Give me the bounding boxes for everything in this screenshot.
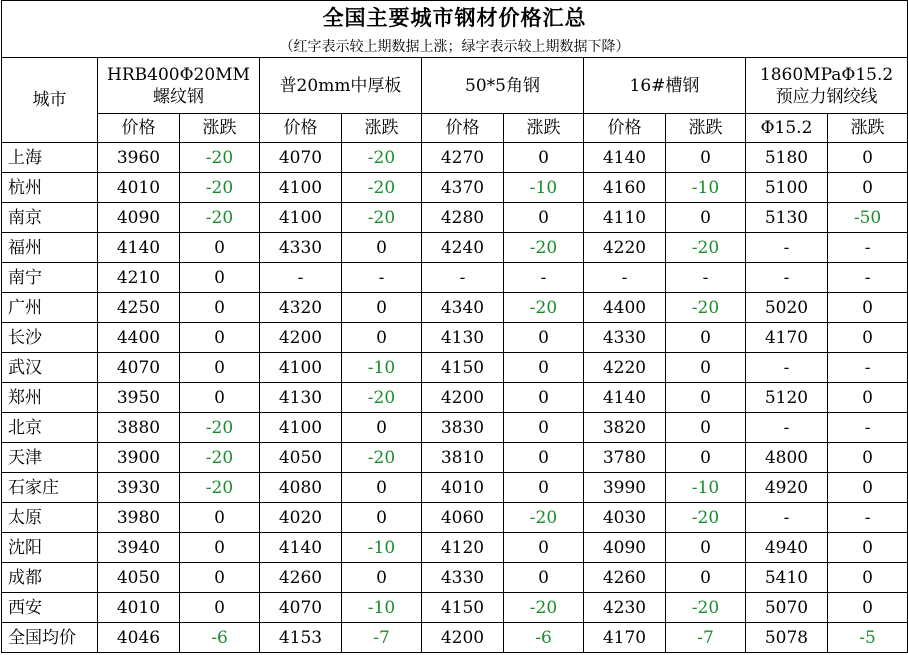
price-cell: 4260 [584,563,666,593]
price-cell: 4260 [260,563,342,593]
price-cell: 4100 [260,203,342,233]
table-row [2,383,908,413]
change-cell: - [828,233,908,263]
price-cell: 4200 [260,323,342,353]
price-cell: 4153 [260,623,342,653]
change-cell: 0 [828,293,908,323]
price-cell: 4150 [422,353,504,383]
change-cell: 0 [666,203,746,233]
price-cell: 3830 [422,413,504,443]
change-cell: -20 [504,293,584,323]
price-cell: 4940 [746,533,828,563]
change-cell: -20 [342,383,422,413]
change-cell: -20 [180,173,260,203]
header-price: 价格 [98,114,180,143]
change-cell: - [666,263,746,293]
change-cell: 0 [342,323,422,353]
header-group-rebar [98,58,260,114]
change-cell: -6 [180,623,260,653]
price-cell: 4400 [98,323,180,353]
price-cell: 5020 [746,293,828,323]
price-cell: 4170 [746,323,828,353]
price-cell: 4090 [98,203,180,233]
change-cell: 0 [504,383,584,413]
price-cell: 4010 [422,473,504,503]
price-cell: 4130 [260,383,342,413]
table-row [2,623,908,653]
price-cell: - [422,263,504,293]
change-cell: - [828,413,908,443]
price-cell: 4330 [260,233,342,263]
price-cell: 3980 [98,503,180,533]
price-cell: 4050 [98,563,180,593]
price-cell: 4120 [422,533,504,563]
price-cell: 4200 [422,623,504,653]
change-cell: 0 [504,203,584,233]
change-cell: -10 [504,173,584,203]
price-cell: 4230 [584,593,666,623]
change-cell: 0 [504,323,584,353]
table-row [2,353,908,383]
price-cell: 3950 [98,383,180,413]
city-cell: 上海 [2,143,98,173]
change-cell: -7 [342,623,422,653]
price-cell: 5078 [746,623,828,653]
price-cell: 3930 [98,473,180,503]
price-cell: 4220 [584,353,666,383]
price-cell: 5130 [746,203,828,233]
change-cell: -10 [666,473,746,503]
price-cell: 4160 [584,173,666,203]
price-cell: 4330 [584,323,666,353]
price-cell: 4100 [260,413,342,443]
change-cell: 0 [342,293,422,323]
price-cell: - [746,503,828,533]
change-cell: 0 [828,533,908,563]
price-cell: 5100 [746,173,828,203]
header-change: 涨跌 [342,114,422,143]
header-change: 涨跌 [180,114,260,143]
change-cell: 0 [342,233,422,263]
city-cell: 武汉 [2,353,98,383]
sheet-subtitle: （红字表示较上期数据上涨；绿字表示较上期数据下降） [2,36,908,58]
change-cell: -20 [180,413,260,443]
change-cell: -20 [342,173,422,203]
header-group-line2: 预应力钢绞线 [775,86,878,107]
price-cell: 4200 [422,383,504,413]
price-cell: 3880 [98,413,180,443]
change-cell: 0 [180,323,260,353]
price-table [1,0,908,653]
city-cell: 北京 [2,413,98,443]
change-cell: 0 [180,593,260,623]
price-cell: 3780 [584,443,666,473]
city-cell: 南宁 [2,263,98,293]
change-cell: - [828,263,908,293]
table-row [2,173,908,203]
price-cell: - [746,233,828,263]
price-cell: 4240 [422,233,504,263]
price-cell: 4140 [260,533,342,563]
change-cell: -50 [828,203,908,233]
change-cell: -20 [666,503,746,533]
price-cell: 4170 [584,623,666,653]
price-cell: 4800 [746,443,828,473]
change-cell: 0 [504,563,584,593]
header-group-strand [746,58,908,114]
table-row [2,143,908,173]
city-cell: 广州 [2,293,98,323]
change-cell: -20 [666,293,746,323]
change-cell: -20 [180,443,260,473]
city-cell: 沈阳 [2,533,98,563]
price-cell: 4030 [584,503,666,533]
change-cell: 0 [342,473,422,503]
city-cell: 天津 [2,443,98,473]
price-cell: 4920 [746,473,828,503]
change-cell: 0 [828,173,908,203]
price-cell: 4130 [422,323,504,353]
change-cell: -20 [342,443,422,473]
change-cell: - [342,263,422,293]
change-cell: 0 [342,563,422,593]
price-cell: 4070 [260,593,342,623]
change-cell: 0 [342,413,422,443]
price-cell: 4250 [98,293,180,323]
change-cell: 0 [828,443,908,473]
change-cell: -20 [504,593,584,623]
change-cell: 0 [504,533,584,563]
price-cell: 4140 [584,383,666,413]
price-cell: 4010 [98,593,180,623]
price-cell: - [746,353,828,383]
change-cell: 0 [180,353,260,383]
change-cell: 0 [666,143,746,173]
header-price: 价格 [584,114,666,143]
header-change: 涨跌 [828,114,908,143]
table-row [2,503,908,533]
change-cell: 0 [180,233,260,263]
change-cell: 0 [504,413,584,443]
table-row [2,533,908,563]
change-cell: 0 [666,383,746,413]
change-cell: -20 [504,503,584,533]
change-cell: - [504,263,584,293]
price-cell: 4090 [584,533,666,563]
price-cell: 4220 [584,233,666,263]
change-cell: 0 [666,443,746,473]
change-cell: 0 [504,473,584,503]
price-cell: 3820 [584,413,666,443]
change-cell: 0 [666,353,746,383]
change-cell: 0 [666,413,746,443]
price-cell: 4046 [98,623,180,653]
price-cell: 4340 [422,293,504,323]
price-cell: 4280 [422,203,504,233]
header-change: 涨跌 [504,114,584,143]
change-cell: 0 [180,563,260,593]
change-cell: -20 [504,233,584,263]
header-city: 城市 [2,58,98,143]
table-row [2,443,908,473]
city-cell: 成都 [2,563,98,593]
change-cell: 0 [828,473,908,503]
header-change: 涨跌 [666,114,746,143]
price-cell: 4330 [422,563,504,593]
price-cell: 3810 [422,443,504,473]
price-cell: 4270 [422,143,504,173]
change-cell: 0 [666,533,746,563]
price-cell: 4400 [584,293,666,323]
change-cell: -20 [342,143,422,173]
city-cell: 南京 [2,203,98,233]
change-cell: 0 [504,143,584,173]
table-row [2,263,908,293]
table-row [2,233,908,263]
change-cell: 0 [342,503,422,533]
change-cell: -20 [180,473,260,503]
price-cell: 4150 [422,593,504,623]
table-row [2,563,908,593]
price-cell: 4110 [584,203,666,233]
table-row [2,473,908,503]
change-cell: 0 [180,263,260,293]
city-cell: 全国均价 [2,623,98,653]
price-cell: 4370 [422,173,504,203]
change-cell: - [828,353,908,383]
price-cell: - [746,263,828,293]
change-cell: 0 [180,293,260,323]
price-cell: 4050 [260,443,342,473]
city-cell: 太原 [2,503,98,533]
change-cell: - [828,503,908,533]
price-cell: 4070 [260,143,342,173]
city-cell: 长沙 [2,323,98,353]
change-cell: -10 [342,593,422,623]
price-cell: 4010 [98,173,180,203]
change-cell: 0 [828,563,908,593]
change-cell: -20 [180,203,260,233]
price-cell: 3900 [98,443,180,473]
change-cell: 0 [180,533,260,563]
city-cell: 杭州 [2,173,98,203]
change-cell: -20 [180,143,260,173]
price-cell: 4140 [584,143,666,173]
city-cell: 西安 [2,593,98,623]
price-cell: - [584,263,666,293]
change-cell: 0 [504,353,584,383]
price-cell: 5410 [746,563,828,593]
change-cell: 0 [180,383,260,413]
price-cell: - [260,263,342,293]
city-cell: 石家庄 [2,473,98,503]
header-group-plate: 普20mm中厚板 [260,58,422,114]
price-cell: 4100 [260,353,342,383]
header-price: 价格 [422,114,504,143]
price-cell: 4020 [260,503,342,533]
change-cell: 0 [666,563,746,593]
change-cell: 0 [504,443,584,473]
change-cell: 0 [828,383,908,413]
sheet-title-text: 全国主要城市钢材价格汇总 [322,4,587,30]
price-cell: 4060 [422,503,504,533]
table-row [2,323,908,353]
change-cell: -7 [666,623,746,653]
header-group-channel: 16#槽钢 [584,58,746,114]
change-cell: 0 [828,323,908,353]
header-price: Φ15.2 [746,114,828,143]
table-row [2,293,908,323]
change-cell: -10 [342,533,422,563]
change-cell: -20 [342,203,422,233]
header-group-line2: 螺纹钢 [153,86,204,107]
price-cell: 4100 [260,173,342,203]
price-cell: 4140 [98,233,180,263]
city-cell: 福州 [2,233,98,263]
table-row [2,413,908,443]
price-cell: 5120 [746,383,828,413]
change-cell: 0 [666,323,746,353]
table-row [2,203,908,233]
change-cell: 0 [180,503,260,533]
price-cell: - [746,413,828,443]
price-cell: 5180 [746,143,828,173]
change-cell: -20 [666,233,746,263]
price-cell: 5070 [746,593,828,623]
city-cell: 郑州 [2,383,98,413]
price-cell: 3960 [98,143,180,173]
header-group-line1: 1860MPaΦ15.2 [759,64,894,85]
sheet-title [2,1,908,37]
change-cell: -6 [504,623,584,653]
price-cell: 3990 [584,473,666,503]
price-cell: 4320 [260,293,342,323]
change-cell: -5 [828,623,908,653]
header-group-angle: 50*5角钢 [422,58,584,114]
price-cell: 3940 [98,533,180,563]
price-cell: 4080 [260,473,342,503]
change-cell: -20 [666,593,746,623]
change-cell: -10 [342,353,422,383]
header-price: 价格 [260,114,342,143]
price-cell: 4210 [98,263,180,293]
change-cell: -10 [666,173,746,203]
price-cell: 4070 [98,353,180,383]
change-cell: 0 [828,593,908,623]
header-group-line1: HRB400Φ20MM [107,64,250,85]
table-row [2,593,908,623]
change-cell: 0 [828,143,908,173]
